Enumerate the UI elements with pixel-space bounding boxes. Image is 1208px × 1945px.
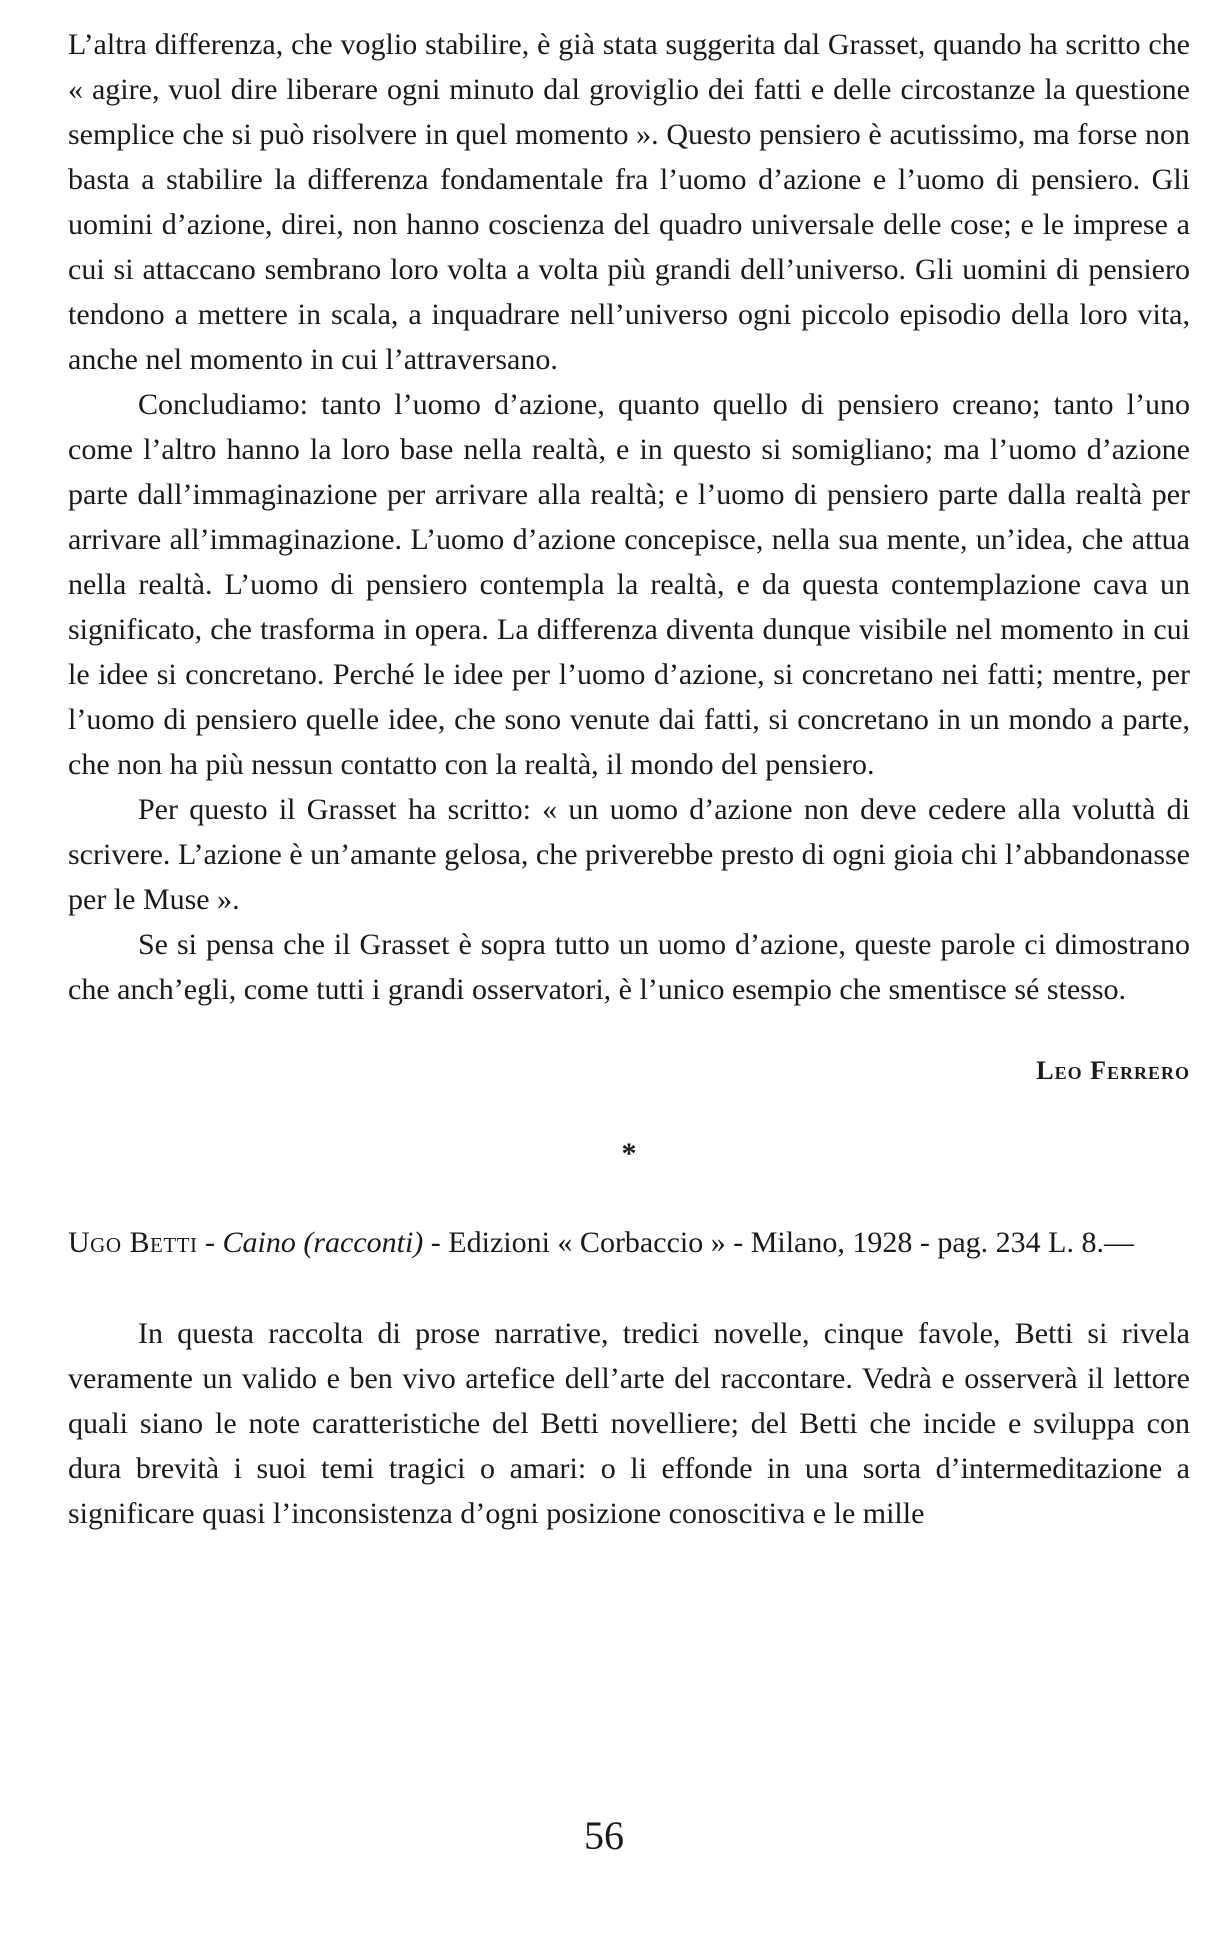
review-dash: -	[197, 1226, 223, 1259]
author-signature: Leo Ferrero	[1036, 1056, 1190, 1085]
review-body: In questa raccolta di prose narrative, tredici novelle, cinque favole, Betti si rivela veramente un valido e ben vivo artefice dell’arte del raccontare. Vedrà e osserverà il lettore quali siano le note caratteristiche del Betti novelliere; del Betti che incide e sviluppa con dura brevità i suoi temi tragici o amari: o li effonde in una sorta d’intermeditazione a significare quasi l’inconsistenza d’ogni posizione conoscitiva e le mille	[68, 1317, 1190, 1530]
page-content	[68, 22, 1190, 1536]
review-heading	[68, 1220, 1190, 1265]
article-paragraph-2: Concludiamo: tanto l’uomo d’azione, quanto quello di pensiero creano; tanto l’uno come l’altro hanno la loro base nella realtà, e in questo si somigliano; ma l’uomo d’azione parte dall’immaginazione per arrivare alla realtà; e l’uomo di pensiero parte dalla realtà per arrivare all’immaginazione. L’uomo d’azione concepisce, nella sua mente, un’idea, che attua nella realtà. L’uomo di pensiero contempla la realtà, e da questa contemplazione cava un significato, che trasforma in opera. La differenza diventa dunque visibile nel momento in cui le idee si concretano. Perché le idee per l’uomo d’azione, si concretano nei fatti; mentre, per l’uomo di pensiero quelle idee, che sono venute dai fatti, si concretano in un mondo a parte, che non ha più nessun contatto con la realtà, il mondo del pensiero.	[68, 388, 1190, 781]
article-paragraph-4: Se si pensa che il Grasset è sopra tutto un uomo d’azione, queste parole ci dimostrano che anch’egli, come tutti i grandi osservatori, è l’unico esempio che smentisce sé stesso.	[68, 928, 1190, 1006]
review-author: Ugo Betti	[68, 1226, 198, 1259]
review-publication-info: - Edizioni « Corbaccio » - Milano, 1928 - pag. 234 L. 8.—	[423, 1226, 1134, 1259]
page-number: 56	[584, 1813, 624, 1858]
article-paragraph-1: L’altra differenza, che voglio stabilire, è già stata suggerita dal Grasset, quando ha scritto che « agire, vuol dire liberare ogni minuto dal groviglio dei fatti e delle circostanze la questione semplice che si può risolvere in quel momento ». Questo pensiero è acutissimo, ma forse non basta a stabilire la differenza fondamentale fra l’uomo d’azione e l’uomo di pensiero. Gli uomini d’azione, direi, non hanno coscienza del quadro universale delle cose; e le imprese a cui si attaccano sembrano loro volta a volta più grandi dell’universo. Gli uomini di pensiero tendono a mettere in scala, a inquadrare nell’universo ogni piccolo episodio della loro vita, anche nel momento in cui l’attraversano.	[68, 28, 1190, 376]
section-separator: *	[621, 1137, 637, 1170]
review-book-title: Caino (racconti)	[222, 1226, 424, 1259]
article-paragraph-3: Per questo il Grasset ha scritto: « un uomo d’azione non deve cedere alla voluttà di scrivere. L’azione è un’amante gelosa, che priverebbe presto di ogni gioia chi l’abbandonasse per le Muse ».	[68, 793, 1190, 916]
